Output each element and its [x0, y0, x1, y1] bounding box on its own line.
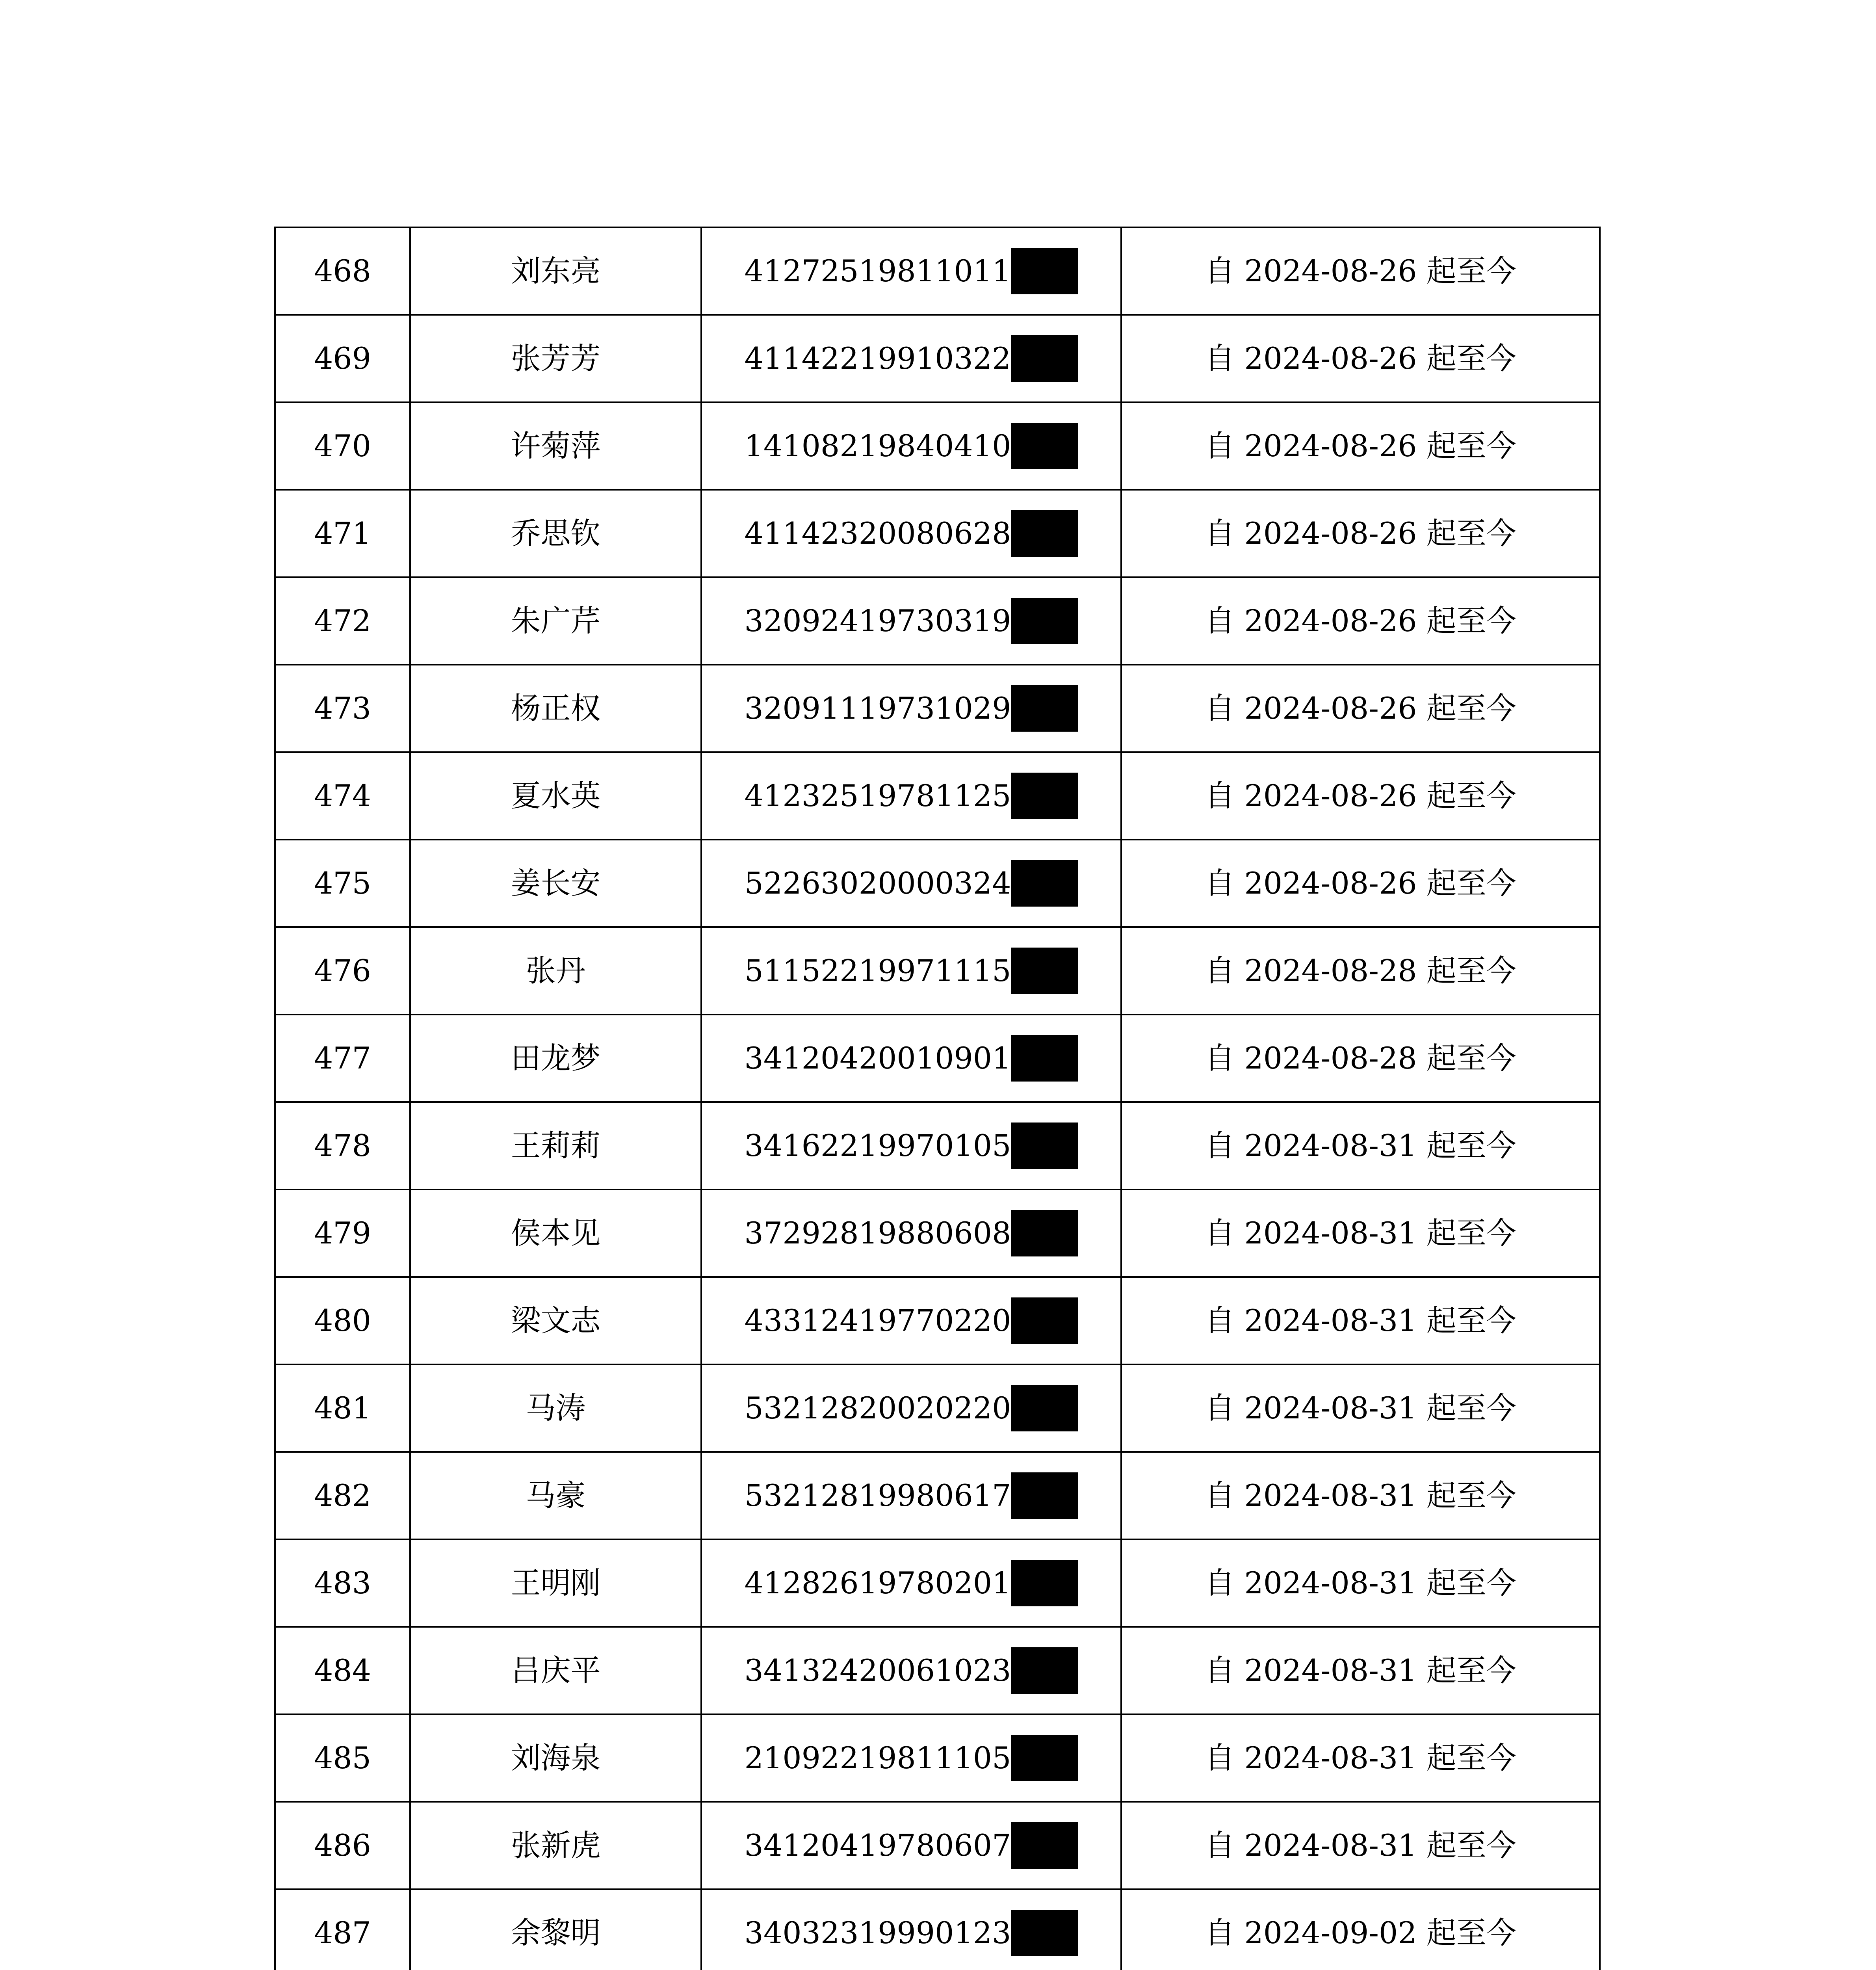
id-number-cell [701, 752, 1121, 840]
employment-period: 自 2024-08-26 起至今 [1121, 227, 1600, 315]
row-number: 483 [275, 1539, 410, 1627]
redaction-bar [1011, 1735, 1078, 1781]
id-number-cell [701, 1277, 1121, 1364]
redaction-bar [1011, 1910, 1078, 1956]
employment-period: 自 2024-08-26 起至今 [1121, 665, 1600, 752]
id-number-prefix: 52263020000324 [744, 866, 1011, 901]
table-row [275, 840, 1600, 927]
redaction-bar [1011, 510, 1078, 557]
row-number: 479 [275, 1189, 410, 1277]
id-number-group [745, 1822, 1078, 1869]
row-number: 474 [275, 752, 410, 840]
employment-period: 自 2024-08-26 起至今 [1121, 577, 1600, 665]
person-name: 王明刚 [410, 1539, 701, 1627]
id-number-group [745, 860, 1078, 907]
redaction-bar [1011, 1123, 1078, 1169]
employment-period: 自 2024-08-31 起至今 [1121, 1102, 1600, 1189]
table-row [275, 490, 1600, 577]
employment-period: 自 2024-08-31 起至今 [1121, 1189, 1600, 1277]
redaction-bar [1011, 1035, 1078, 1082]
person-name: 张新虎 [410, 1802, 701, 1889]
employment-period: 自 2024-08-31 起至今 [1121, 1452, 1600, 1539]
id-number-group [745, 773, 1078, 819]
id-number-cell [701, 1102, 1121, 1189]
id-number-group [745, 1735, 1078, 1781]
row-number: 477 [275, 1015, 410, 1102]
row-number: 486 [275, 1802, 410, 1889]
id-number-prefix: 34120419780607 [744, 1828, 1011, 1863]
person-name: 余黎明 [410, 1889, 701, 1970]
person-name: 田龙梦 [410, 1015, 701, 1102]
id-number-group [745, 248, 1078, 294]
person-name: 刘海泉 [410, 1714, 701, 1802]
employment-period: 自 2024-08-26 起至今 [1121, 840, 1600, 927]
employment-period: 自 2024-08-26 起至今 [1121, 315, 1600, 402]
id-number-cell [701, 315, 1121, 402]
redaction-bar [1011, 248, 1078, 294]
id-number-group [745, 1210, 1078, 1256]
id-number-prefix: 41142219910322 [744, 341, 1011, 376]
id-number-prefix: 34120420010901 [744, 1041, 1011, 1076]
employment-period: 自 2024-08-31 起至今 [1121, 1714, 1600, 1802]
redaction-bar [1011, 685, 1078, 732]
redaction-bar [1011, 948, 1078, 994]
id-number-prefix: 21092219811105 [744, 1740, 1011, 1775]
id-number-prefix: 41232519781125 [744, 778, 1011, 813]
person-name: 夏水英 [410, 752, 701, 840]
employment-period: 自 2024-08-26 起至今 [1121, 490, 1600, 577]
employment-period: 自 2024-08-31 起至今 [1121, 1277, 1600, 1364]
id-number-prefix: 32092419730319 [744, 603, 1011, 638]
row-number: 482 [275, 1452, 410, 1539]
table-row [275, 1364, 1600, 1452]
redaction-bar [1011, 1647, 1078, 1694]
id-number-cell [701, 1627, 1121, 1714]
row-number: 470 [275, 402, 410, 490]
table-row [275, 1802, 1600, 1889]
id-number-cell [701, 840, 1121, 927]
personnel-table-body [275, 227, 1600, 1970]
redaction-bar [1011, 1472, 1078, 1519]
redaction-bar [1011, 335, 1078, 382]
row-number: 478 [275, 1102, 410, 1189]
row-number: 469 [275, 315, 410, 402]
id-number-group [745, 1647, 1078, 1694]
id-number-group [745, 423, 1078, 469]
person-name: 张芳芳 [410, 315, 701, 402]
table-row [275, 1277, 1600, 1364]
person-name: 马豪 [410, 1452, 701, 1539]
table-row [275, 927, 1600, 1015]
person-name: 姜长安 [410, 840, 701, 927]
table-row [275, 315, 1600, 402]
row-number: 485 [275, 1714, 410, 1802]
redaction-bar [1011, 773, 1078, 819]
employment-period: 自 2024-09-02 起至今 [1121, 1889, 1600, 1970]
id-number-cell [701, 1189, 1121, 1277]
id-number-cell [701, 665, 1121, 752]
id-number-group [745, 1297, 1078, 1344]
redaction-bar [1011, 1297, 1078, 1344]
redaction-bar [1011, 423, 1078, 469]
id-number-cell [701, 490, 1121, 577]
id-number-prefix: 51152219971115 [744, 953, 1011, 988]
row-number: 472 [275, 577, 410, 665]
id-number-cell [701, 577, 1121, 665]
table-row [275, 1452, 1600, 1539]
id-number-prefix: 41142320080628 [744, 516, 1011, 551]
id-number-group [745, 1560, 1078, 1606]
employment-period: 自 2024-08-31 起至今 [1121, 1802, 1600, 1889]
redaction-bar [1011, 598, 1078, 644]
id-number-cell [701, 1364, 1121, 1452]
id-number-cell [701, 1015, 1121, 1102]
id-number-cell [701, 927, 1121, 1015]
table-row [275, 402, 1600, 490]
table-row [275, 577, 1600, 665]
person-name: 朱广芹 [410, 577, 701, 665]
id-number-prefix: 41282619780201 [744, 1565, 1011, 1600]
table-row [275, 1189, 1600, 1277]
row-number: 468 [275, 227, 410, 315]
table-row [275, 1714, 1600, 1802]
employment-period: 自 2024-08-28 起至今 [1121, 1015, 1600, 1102]
id-number-group [745, 1910, 1078, 1956]
table-row [275, 1627, 1600, 1714]
employment-period: 自 2024-08-28 起至今 [1121, 927, 1600, 1015]
row-number: 481 [275, 1364, 410, 1452]
id-number-cell [701, 402, 1121, 490]
redaction-bar [1011, 1385, 1078, 1431]
person-name: 杨正权 [410, 665, 701, 752]
id-number-group [745, 1035, 1078, 1082]
id-number-prefix: 41272519811011 [744, 253, 1011, 288]
id-number-group [745, 1123, 1078, 1169]
redaction-bar [1011, 1210, 1078, 1256]
id-number-group [745, 598, 1078, 644]
id-number-cell [701, 1802, 1121, 1889]
person-name: 乔思钦 [410, 490, 701, 577]
person-name: 梁文志 [410, 1277, 701, 1364]
redaction-bar [1011, 860, 1078, 907]
id-number-group [745, 1472, 1078, 1519]
person-name: 王莉莉 [410, 1102, 701, 1189]
id-number-prefix: 32091119731029 [744, 691, 1011, 726]
id-number-prefix: 34162219970105 [744, 1128, 1011, 1163]
id-number-prefix: 34032319990123 [744, 1915, 1011, 1950]
id-number-prefix: 14108219840410 [744, 428, 1011, 463]
person-name: 吕庆平 [410, 1627, 701, 1714]
id-number-prefix: 34132420061023 [744, 1653, 1011, 1688]
redaction-bar [1011, 1822, 1078, 1869]
id-number-prefix: 43312419770220 [744, 1303, 1011, 1338]
id-number-group [745, 510, 1078, 557]
employment-period: 自 2024-08-31 起至今 [1121, 1627, 1600, 1714]
row-number: 471 [275, 490, 410, 577]
employment-period: 自 2024-08-26 起至今 [1121, 752, 1600, 840]
id-number-cell [701, 1889, 1121, 1970]
person-name: 许菊萍 [410, 402, 701, 490]
id-number-group [745, 335, 1078, 382]
id-number-cell [701, 1539, 1121, 1627]
row-number: 473 [275, 665, 410, 752]
row-number: 487 [275, 1889, 410, 1970]
table-row [275, 1102, 1600, 1189]
row-number: 480 [275, 1277, 410, 1364]
personnel-table [274, 227, 1601, 1970]
person-name: 刘东亮 [410, 227, 701, 315]
table-row [275, 665, 1600, 752]
id-number-prefix: 53212819980617 [744, 1478, 1011, 1513]
table-row [275, 1889, 1600, 1970]
employment-period: 自 2024-08-26 起至今 [1121, 402, 1600, 490]
table-row [275, 1015, 1600, 1102]
redaction-bar [1011, 1560, 1078, 1606]
row-number: 484 [275, 1627, 410, 1714]
id-number-cell [701, 227, 1121, 315]
id-number-group [745, 685, 1078, 732]
table-row [275, 752, 1600, 840]
id-number-group [745, 1385, 1078, 1431]
id-number-cell [701, 1714, 1121, 1802]
id-number-prefix: 53212820020220 [744, 1390, 1011, 1425]
id-number-prefix: 37292819880608 [744, 1215, 1011, 1251]
employment-period: 自 2024-08-31 起至今 [1121, 1364, 1600, 1452]
person-name: 张丹 [410, 927, 701, 1015]
table-row [275, 1539, 1600, 1627]
person-name: 侯本见 [410, 1189, 701, 1277]
id-number-group [745, 948, 1078, 994]
employment-period: 自 2024-08-31 起至今 [1121, 1539, 1600, 1627]
row-number: 475 [275, 840, 410, 927]
row-number: 476 [275, 927, 410, 1015]
table-row [275, 227, 1600, 315]
person-name: 马涛 [410, 1364, 701, 1452]
id-number-cell [701, 1452, 1121, 1539]
